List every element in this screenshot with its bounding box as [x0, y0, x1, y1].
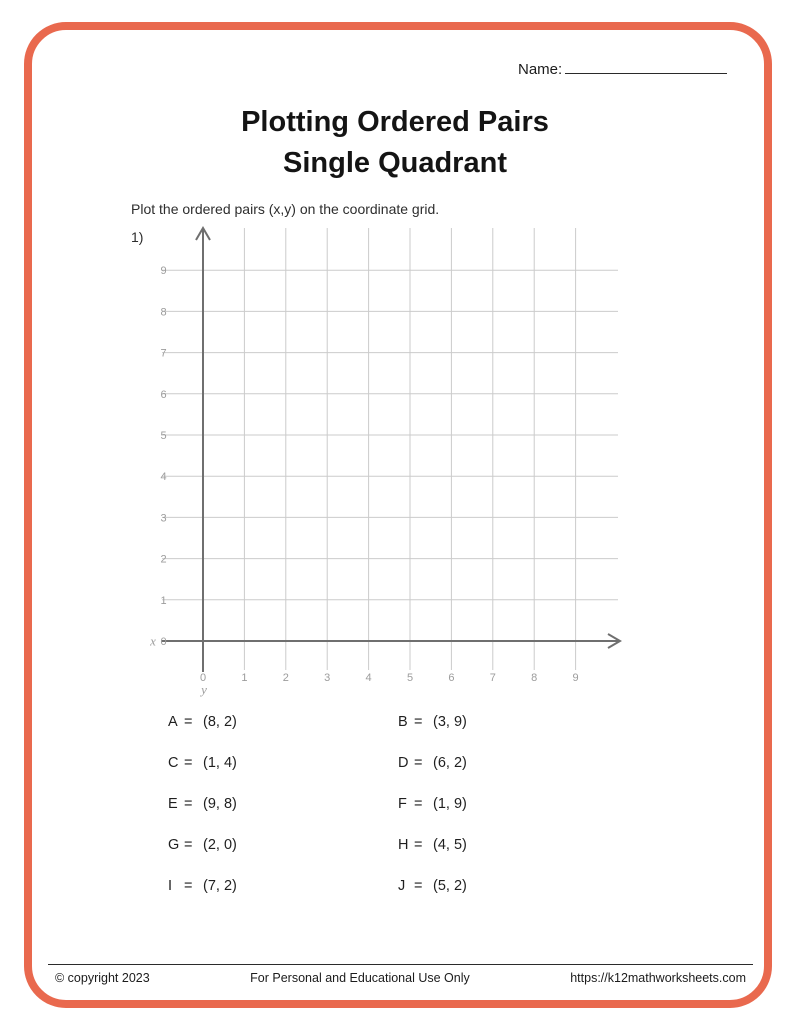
title-line-1: Plotting Ordered Pairs — [241, 106, 549, 138]
name-blank-line — [565, 60, 727, 74]
y-tick-label: 1 — [160, 594, 167, 607]
pair-letter: H — [398, 837, 409, 853]
y-axis-letter: y — [201, 682, 207, 697]
y-tick-label: 0 — [160, 636, 167, 648]
x-axis-letter: x — [150, 633, 156, 649]
name-field — [518, 60, 727, 78]
ordered-pair-item — [168, 878, 398, 894]
x-tick-label: 6 — [448, 672, 455, 684]
pair-letter: A — [168, 714, 178, 730]
ordered-pair-item — [168, 755, 398, 771]
pair-letter: D — [398, 755, 409, 771]
pair-letter: C — [168, 755, 179, 771]
y-tick-label: 8 — [160, 306, 167, 319]
y-tick-label: 9 — [160, 265, 167, 278]
ordered-pair-item — [398, 878, 628, 894]
footer-usage: For Personal and Educational Use Only — [250, 971, 470, 985]
ordered-pair-item — [168, 714, 398, 730]
x-tick-label: 8 — [531, 672, 538, 684]
y-tick-label: 5 — [160, 430, 167, 442]
title-line-2: Single Quadrant — [283, 147, 507, 179]
x-tick-label: 7 — [489, 672, 496, 684]
pair-value: (2, 0) — [203, 837, 237, 853]
pair-value: (9, 8) — [203, 796, 237, 812]
ordered-pair-item — [398, 837, 628, 853]
equals-sign: = — [414, 878, 423, 894]
pair-letter: E — [168, 796, 178, 812]
pair-value: (7, 2) — [203, 878, 237, 894]
equals-sign: = — [414, 755, 423, 771]
pair-value: (5, 2) — [433, 878, 467, 894]
name-label: Name: — [518, 61, 563, 78]
pair-value: (1, 4) — [203, 755, 237, 771]
ordered-pair-item — [168, 837, 398, 853]
equals-sign: = — [414, 714, 423, 730]
y-tick-label: 3 — [160, 512, 167, 525]
x-tick-label: 1 — [241, 672, 248, 684]
pair-letter: I — [168, 878, 173, 894]
instruction-text: Plot the ordered pairs (x,y) on the coordinate grid. — [131, 201, 440, 217]
pair-value: (1, 9) — [433, 796, 467, 812]
y-tick-label: 2 — [160, 553, 167, 566]
ordered-pair-item — [398, 755, 628, 771]
pair-value: (3, 9) — [433, 714, 467, 730]
y-tick-label: 7 — [160, 347, 167, 360]
x-tick-label: 2 — [282, 672, 289, 684]
x-tick-label: 3 — [324, 672, 331, 684]
pair-letter: B — [398, 714, 408, 730]
footer — [55, 971, 746, 986]
pair-letter: F — [398, 796, 407, 812]
equals-sign: = — [414, 796, 423, 812]
x-tick-label: 9 — [572, 672, 579, 684]
equals-sign: = — [184, 796, 193, 812]
pair-value: (8, 2) — [203, 714, 237, 730]
equals-sign: = — [184, 837, 193, 853]
equals-sign: = — [414, 837, 423, 853]
pair-letter: J — [398, 878, 406, 894]
ordered-pairs-list — [168, 714, 628, 894]
x-tick-label: 0 — [199, 672, 207, 684]
ordered-pair-item — [398, 714, 628, 730]
y-tick-label: 6 — [160, 388, 167, 401]
pair-value: (6, 2) — [433, 755, 467, 771]
footer-divider — [48, 964, 753, 965]
y-tick-label: 4 — [160, 471, 167, 484]
pair-value: (4, 5) — [433, 837, 467, 853]
coordinate-grid — [130, 215, 640, 705]
ordered-pair-item — [398, 796, 628, 812]
equals-sign: = — [184, 878, 193, 894]
footer-url: https://k12mathworksheets.com — [570, 971, 746, 985]
worksheet-title — [0, 102, 790, 184]
problem-number: 1) — [131, 229, 144, 245]
equals-sign: = — [184, 755, 193, 771]
footer-copyright: © copyright 2023 — [55, 971, 150, 985]
pair-letter: G — [168, 837, 180, 853]
x-tick-label: 4 — [365, 672, 372, 684]
ordered-pair-item — [168, 796, 398, 812]
equals-sign: = — [184, 714, 193, 730]
x-tick-label: 5 — [406, 672, 414, 684]
